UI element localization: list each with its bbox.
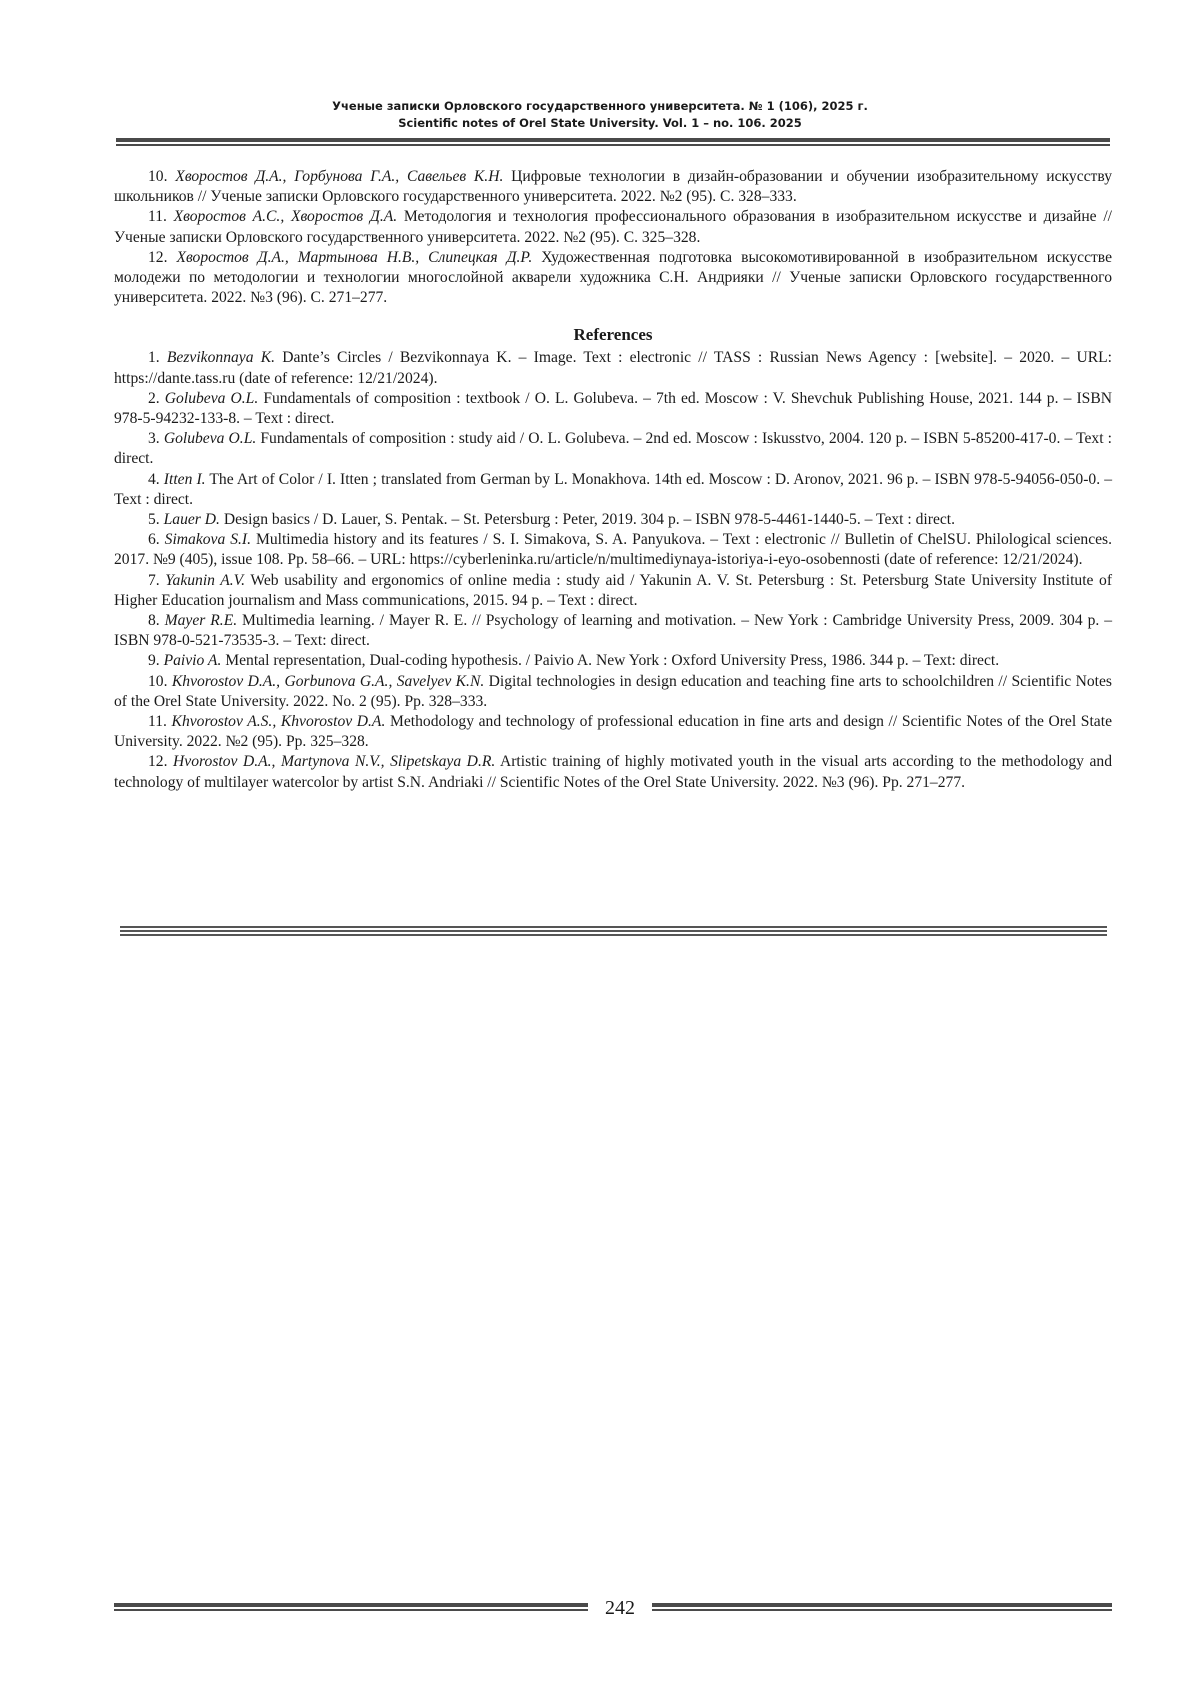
references-heading: References xyxy=(573,325,653,345)
header-rule xyxy=(116,138,1110,146)
reference-entry: 11. Khvorostov A.S., Khvorostov D.A. Methodology and technology of professional education in fine arts and design // Scientific Notes of the Orel State University. 2022. №2 (95). Pp. 325–328. xyxy=(114,713,1112,751)
reference-entry: 4. Itten I. The Art of Color / I. Itten ; translated from German by L. Monakhova. 14th ed. Moscow : D. Aronov, 2021. 96 p. – ISBN 978-5-94056-050-0. – Text : direct. xyxy=(114,470,1112,508)
document-body xyxy=(114,167,1112,793)
footer-rule-left xyxy=(114,1603,588,1611)
reference-entry: 12. Хворостов Д.А., Мартынова Н.В., Слипецкая Д.Р. Художественная подготовка высокомотивированной в изобразительном искусстве молодежи по методологии и технологии многослойной акварели художника С.Н. Андрияки // Ученые записки Орловского государственного университета. 2022. №3 (96). С. 271–277. xyxy=(114,248,1112,307)
page-number: 242 xyxy=(605,1597,635,1619)
section-end-rule xyxy=(120,926,1107,938)
footer-rule-right xyxy=(652,1603,1112,1611)
reference-entry: 9. Paivio A. Mental representation, Dual-coding hypothesis. / Paivio A. New York : Oxford University Press, 1986. 344 p. – Text: direct. xyxy=(148,652,1000,670)
header-line-en: Scientific notes of Orel State University. Vol. 1 – no. 106. 2025 xyxy=(398,116,802,130)
reference-entry: 11. Хворостов А.С., Хворостов Д.А. Методология и технология профессионального образования в изобразительном искусстве и дизайне // Ученые записки Орловского государственного университета. 2022. №2 (95). С. 325–328. xyxy=(114,208,1112,246)
reference-entry: 2. Golubeva O.L. Fundamentals of composition : textbook / O. L. Golubeva. – 7th ed. Moscow : V. Shevchuk Publishing House, 2021. 144 p. – ISBN 978-5-94232-133-8. – Text : direct. xyxy=(114,389,1112,428)
reference-entry: 10. Хворостов Д.А., Горбунова Г.А., Савельев К.Н. Цифровые технологии в дизайн-образовании и обучении изобразительному искусству школьников // Ученые записки Орловского государственного университета. 2022. №2 (95). С. 328–333. xyxy=(114,168,1112,206)
reference-entry: 8. Mayer R.E. Multimedia learning. / Mayer R. E. // Psychology of learning and motivation. – New York : Cambridge University Press, 2009. 304 p. – ISBN 978-0-521-73535-3. – Text: direct. xyxy=(114,612,1112,650)
reference-entry: 12. Hvorostov D.A., Martynova N.V., Slipetskaya D.R. Artistic training of highly motivated youth in the visual arts according to the methodology and technology of multilayer watercolor by artist S.N. Andriaki // Scientific Notes of the Orel State University. 2022. №3 (96). Pp. 271–277. xyxy=(114,753,1112,791)
reference-entry: 5. Lauer D. Design basics / D. Lauer, S. Pentak. – St. Petersburg : Peter, 2019. 304 p. – ISBN 978-5-4461-1440-5. – Text : direct. xyxy=(148,511,956,529)
english-reference-list xyxy=(114,348,1112,792)
reference-entry: 1. Bezvikonnaya K. Dante’s Circles / Bezvikonnaya K. – Image. Text : electronic // TASS : Russian News Agency : [website]. – 2020. – URL: https://dante.tass.ru (date of reference: 12/21/2024). xyxy=(114,349,1112,387)
reference-entry: 6. Simakova S.I. Multimedia history and its features / S. I. Simakova, S. A. Panyukova. – Text : electronic // Bulletin of ChelSU. Philological sciences. 2017. №9 (405), issue 108. Pp. 58–66. – URL: https://cyberleninka.ru/article/n/multimediynaya-istoriya-i-eyo-osobennosti (date of reference: 12/21/2024). xyxy=(114,531,1112,569)
reference-entry: 3. Golubeva O.L. Fundamentals of composition : study aid / O. L. Golubeva. – 2nd ed. Moscow : Iskusstvo, 2004. 120 p. – ISBN 5-85200-417-0. – Text : direct. xyxy=(114,430,1112,468)
reference-entry: 10. Khvorostov D.A., Gorbunova G.A., Savelyev K.N. Digital technologies in design education and teaching fine arts to schoolchildren // Scientific Notes of the Orel State University. 2022. No. 2 (95). Pp. 328–333. xyxy=(114,672,1112,710)
running-header xyxy=(0,98,1200,132)
header-line-ru: Ученые записки Орловского государственного университета. № 1 (106), 2025 г. xyxy=(332,99,868,113)
russian-reference-list xyxy=(114,167,1112,308)
reference-entry: 7. Yakunin A.V. Web usability and ergonomics of online media : study aid / Yakunin A. V. St. Petersburg : St. Petersburg State University Institute of Higher Education journalism and Mass communications, 2015. 94 p. – Text : direct. xyxy=(114,571,1113,609)
